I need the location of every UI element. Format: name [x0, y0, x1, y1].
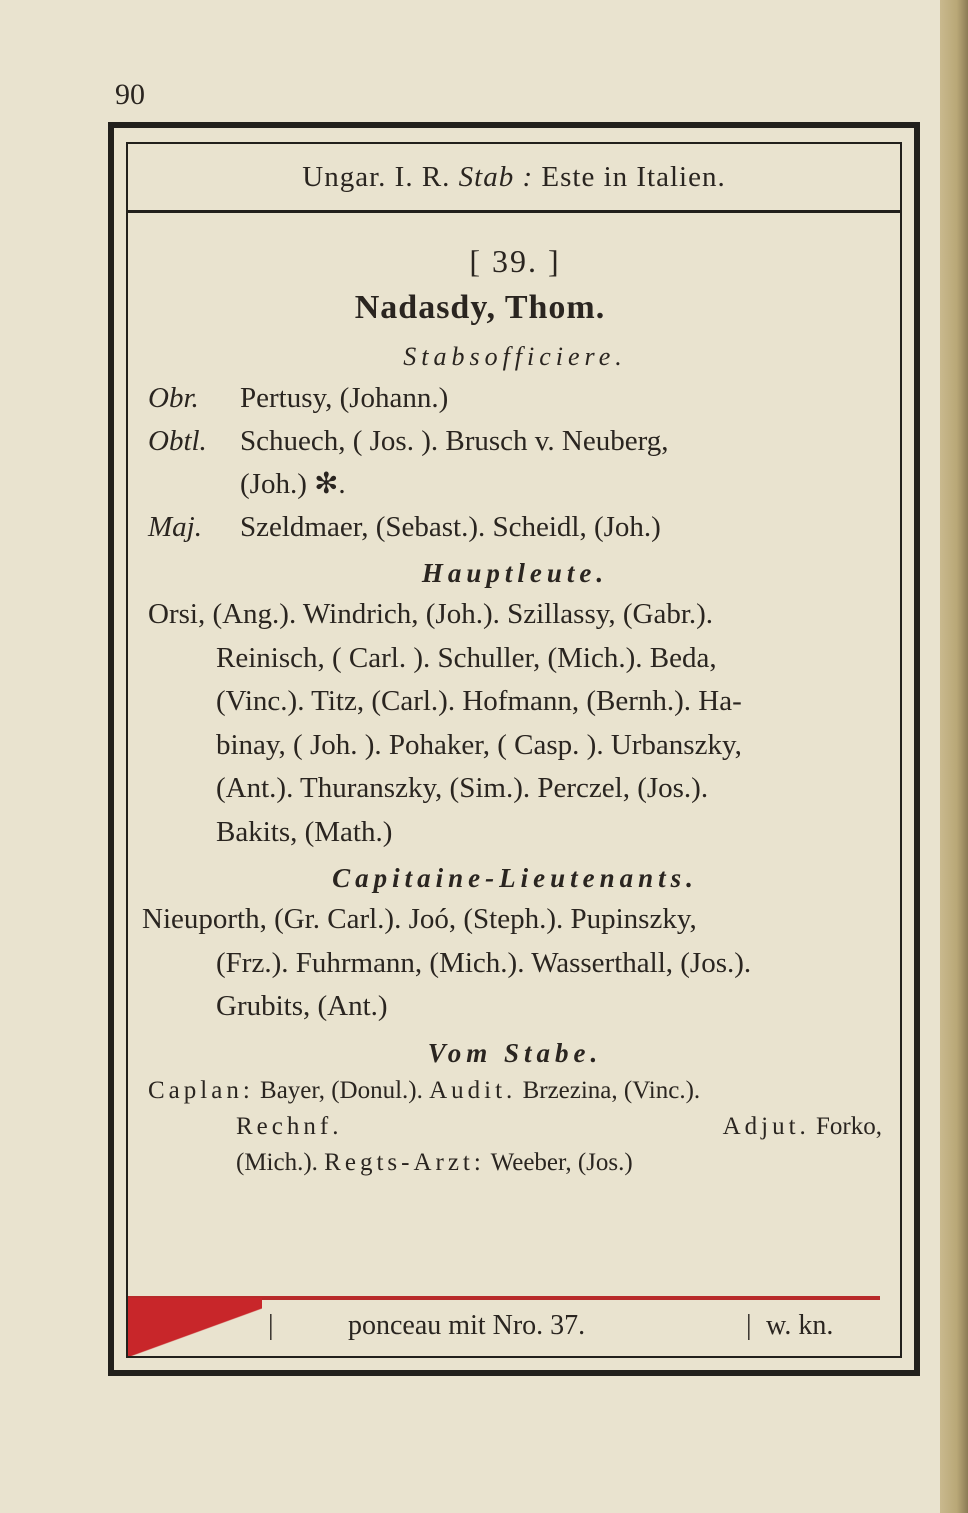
- inner-border: [126, 142, 902, 1358]
- staff-row-obtl-cont: [148, 463, 882, 506]
- captains-line: (Vinc.). Titz, (Carl.). Hofmann, (Bernh.). Ha-: [216, 685, 742, 717]
- regiment-header: [128, 144, 900, 213]
- regts-arzt-name: Weeber, (Jos.): [490, 1148, 633, 1176]
- staff-row-obr: [148, 377, 882, 420]
- rank-maj: Maj.: [148, 511, 202, 543]
- header-location: Este in Italien.: [541, 161, 726, 193]
- section-captains: Hauptleute.: [421, 558, 609, 588]
- regts-arzt-label: Regts-Arzt:: [324, 1148, 485, 1176]
- rank-obr: Obr.: [148, 382, 199, 414]
- section-captain-lieutenants: Capitaine-Lieutenants.: [332, 863, 698, 893]
- staff-row-obtl: [148, 420, 882, 463]
- rank-obtl: Obtl.: [148, 425, 207, 457]
- captains-line: Orsi, (Ang.). Windrich, (Joh.). Szillassy, (Gabr.).: [148, 598, 714, 630]
- colonel-owner: Nadasdy, Thom.: [354, 289, 606, 326]
- button-type: w. kn.: [766, 1310, 834, 1341]
- captains-line: (Ant.). Thuranszky, (Sim.). Perczel, (Jos.).: [216, 772, 709, 804]
- adjut-name: Forko,: [816, 1112, 882, 1140]
- regiment-number: [ 39. ]: [469, 243, 561, 279]
- regiment-content: [142, 239, 882, 1181]
- captains-line: Bakits, (Math.): [216, 815, 393, 848]
- captains-list: [148, 593, 882, 854]
- regiment-frame: [108, 122, 920, 1376]
- section-from-staff: Vom Stabe.: [427, 1037, 603, 1068]
- obtl-names-cont: (Joh.) ✻.: [240, 468, 346, 500]
- staff-row-maj: [148, 506, 882, 549]
- header-regiment: Ungar. I. R.: [302, 161, 451, 193]
- staff-members-line-1: [148, 1073, 882, 1109]
- captain-lieutenants-line: (Frz.). Fuhrmann, (Mich.). Wasserthall, (Jos.).: [216, 946, 752, 979]
- page-edge: [940, 0, 968, 1513]
- maj-names: Szeldmaer, (Sebast.). Scheidl, (Joh.): [240, 511, 661, 543]
- facing-color: ponceau mit Nro. 37.: [348, 1310, 586, 1341]
- caplan-name: Bayer, (Donul.).: [260, 1076, 423, 1104]
- audit-name: Brzezina, (Vinc.).: [522, 1076, 701, 1104]
- obr-names: Pertusy, (Johann.): [240, 382, 449, 414]
- ponceau-color-swatch: [128, 1298, 262, 1356]
- header-stab-label: Stab :: [458, 161, 534, 193]
- caplan-label: Caplan:: [148, 1076, 254, 1104]
- captains-line: Reinisch, ( Carl. ). Schuller, (Mich.). Beda,: [216, 641, 717, 674]
- staff-members-line-3: [148, 1145, 882, 1181]
- divider-bar: |: [268, 1310, 274, 1341]
- audit-label: Audit.: [429, 1076, 517, 1104]
- facing-footer: [128, 1298, 900, 1356]
- divider-bar: |: [746, 1310, 752, 1341]
- section-staff-officers: Stabsofficiere.: [403, 342, 627, 371]
- captain-lieutenants-line: Nieuporth, (Gr. Carl.). Joó, (Steph.). Pupinszky,: [142, 903, 697, 935]
- obtl-names: Schuech, ( Jos. ). Brusch v. Neuberg,: [240, 425, 669, 457]
- adjut-label: Adjut.: [722, 1112, 810, 1140]
- captain-lieutenants-line: Grubits, (Ant.): [216, 990, 388, 1022]
- captains-line: binay, ( Joh. ). Pohaker, ( Casp. ). Urbanszky,: [216, 728, 742, 761]
- staff-members: [148, 1073, 882, 1181]
- captain-lieutenants-list: [142, 898, 882, 1029]
- rechnf-label: Rechnf.: [236, 1112, 343, 1140]
- rechnf-name: (Mich.).: [236, 1148, 318, 1176]
- staff-members-line-2: [148, 1109, 882, 1145]
- page-number: 90: [115, 78, 145, 111]
